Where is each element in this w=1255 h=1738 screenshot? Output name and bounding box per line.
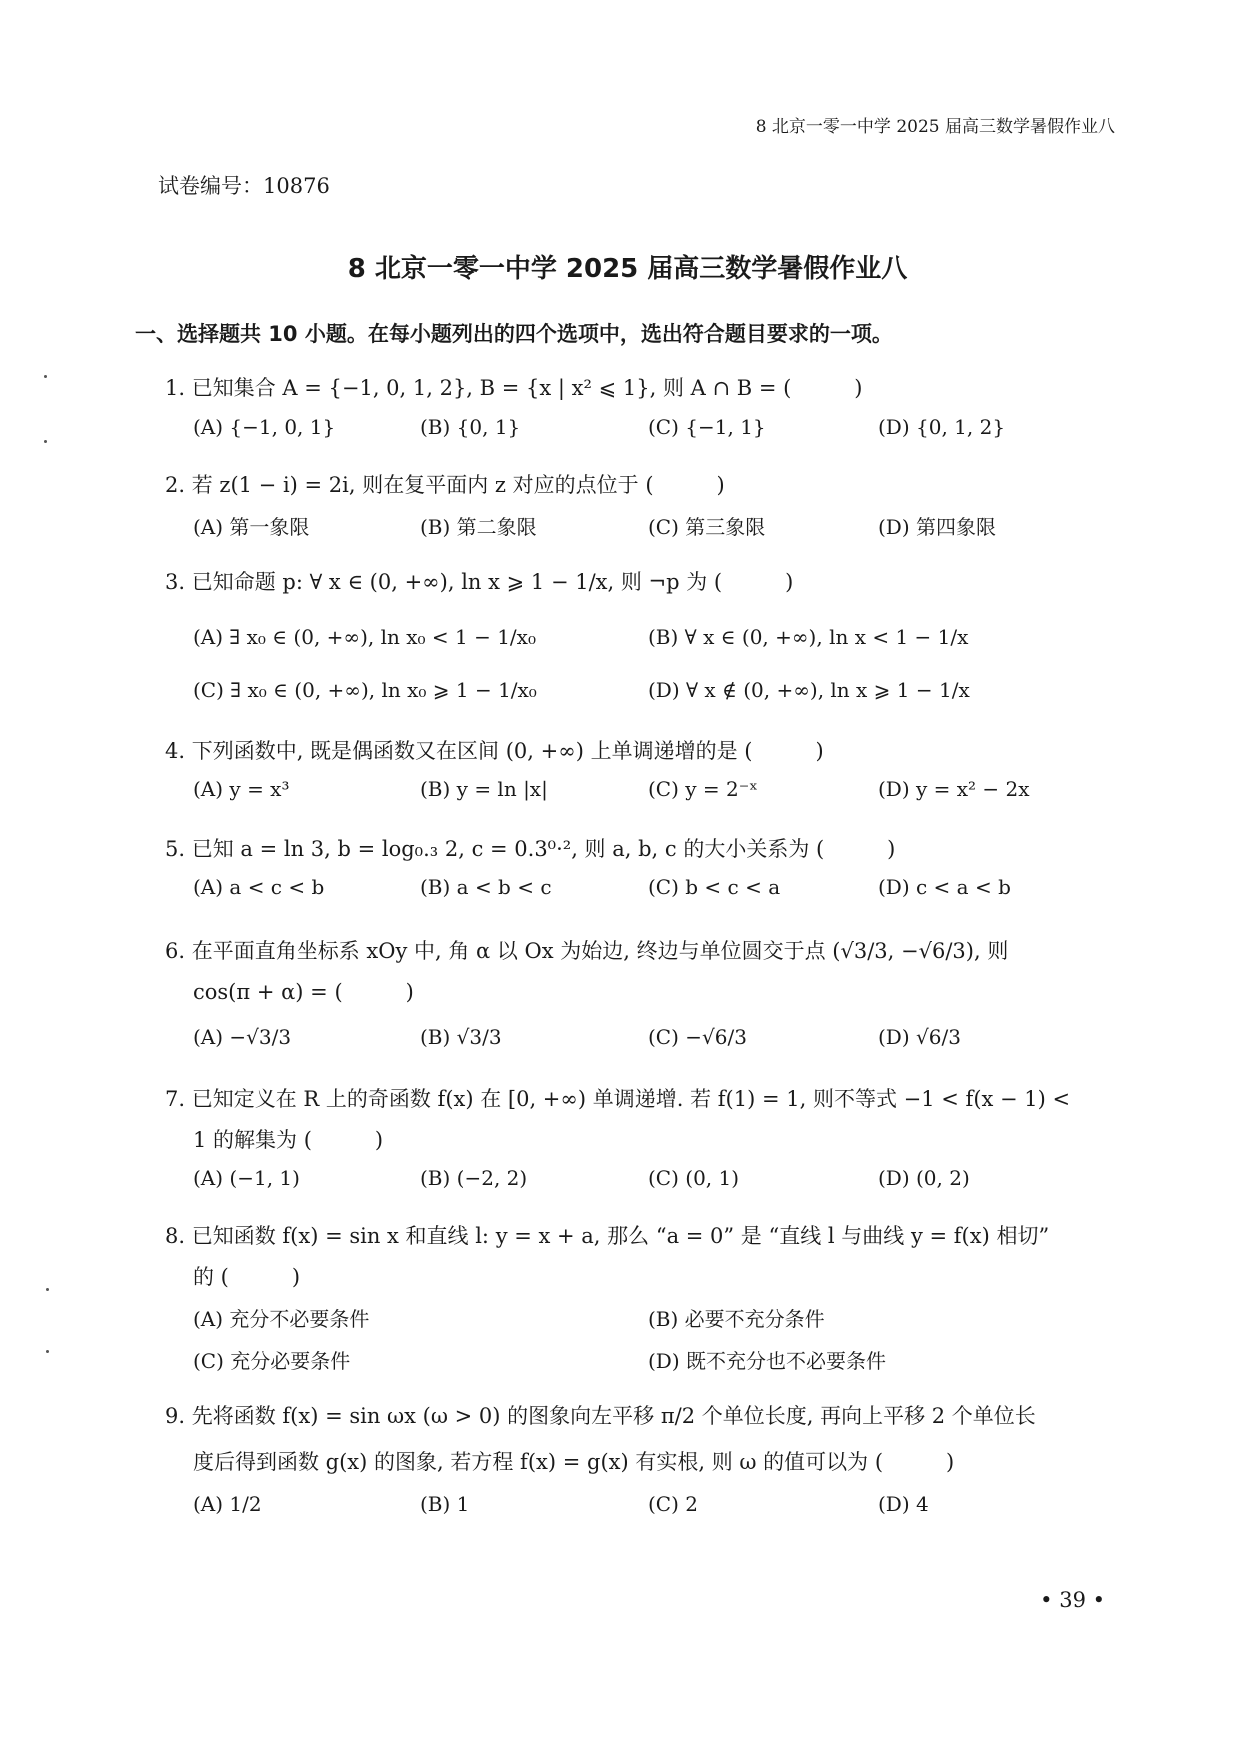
question-7-stem-continued: 1 的解集为 ( ) xyxy=(193,1128,384,1152)
question-6-option-c: (C) −√6/3 xyxy=(648,1025,747,1049)
question-9-option-a: (A) 1/2 xyxy=(193,1492,262,1516)
question-6-option-b: (B) √3/3 xyxy=(420,1025,502,1049)
question-3-stem: 3. 已知命题 p: ∀ x ∈ (0, +∞), ln x ⩾ 1 − 1/x, 则 ¬p 为 ( ) xyxy=(165,570,794,594)
question-4-option-b: (B) y = ln |x| xyxy=(420,777,548,801)
question-3-option-c: (C) ∃ x₀ ∈ (0, +∞), ln x₀ ⩾ 1 − 1/x₀ xyxy=(193,678,537,702)
question-9-stem-continued: 度后得到函数 g(x) 的图象, 若方程 f(x) = g(x) 有实根, 则 ω 的值可以为 ( ) xyxy=(193,1450,955,1474)
question-6-option-d: (D) √6/3 xyxy=(878,1025,961,1049)
question-1-option-c: (C) {−1, 1} xyxy=(648,415,766,439)
question-1-stem: 1. 已知集合 A = {−1, 0, 1, 2}, B = {x | x² ⩽ 1}, 则 A ∩ B = ( ) xyxy=(165,376,863,400)
question-2-option-c: (C) 第三象限 xyxy=(648,515,766,539)
question-5-option-d: (D) c < a < b xyxy=(878,875,1011,899)
question-9-option-b: (B) 1 xyxy=(420,1492,470,1516)
page-title: 8 北京一零一中学 2025 届高三数学暑假作业八 xyxy=(347,254,908,284)
question-2-option-d: (D) 第四象限 xyxy=(878,515,996,539)
question-9-option-d: (D) 4 xyxy=(878,1492,929,1516)
question-8-stem-continued: 的 ( ) xyxy=(193,1265,301,1289)
scan-speck xyxy=(44,440,47,443)
question-9-stem: 9. 先将函数 f(x) = sin ωx (ω > 0) 的图象向左平移 π/2 个单位长度, 再向上平移 2 个单位长 xyxy=(165,1404,1036,1428)
question-7-option-d: (D) (0, 2) xyxy=(878,1166,970,1190)
scan-speck xyxy=(44,375,47,378)
question-5-stem: 5. 已知 a = ln 3, b = log₀.₃ 2, c = 0.3⁰·², 则 a, b, c 的大小关系为 ( ) xyxy=(165,837,896,861)
question-2-option-b: (B) 第二象限 xyxy=(420,515,537,539)
question-5-option-a: (A) a < c < b xyxy=(193,875,325,899)
question-2-stem: 2. 若 z(1 − i) = 2i, 则在复平面内 z 对应的点位于 ( ) xyxy=(165,473,725,497)
question-7-option-c: (C) (0, 1) xyxy=(648,1166,740,1190)
question-6-stem: 6. 在平面直角坐标系 xOy 中, 角 α 以 Ox 为始边, 终边与单位圆交于点 (√3/3, −√6/3), 则 xyxy=(165,939,1009,963)
question-6-stem-continued: cos(π + α) = ( ) xyxy=(193,980,414,1004)
question-5-option-b: (B) a < b < c xyxy=(420,875,552,899)
question-1-option-a: (A) {−1, 0, 1} xyxy=(193,415,336,439)
question-8-option-d: (D) 既不充分也不必要条件 xyxy=(648,1349,886,1373)
question-8-stem: 8. 已知函数 f(x) = sin x 和直线 l: y = x + a, 那么 “a = 0” 是 “直线 l 与曲线 y = f(x) 相切” xyxy=(165,1224,1050,1248)
question-7-stem: 7. 已知定义在 R 上的奇函数 f(x) 在 [0, +∞) 单调递增. 若 f(1) = 1, 则不等式 −1 < f(x − 1) < xyxy=(165,1087,1071,1111)
question-7-option-a: (A) (−1, 1) xyxy=(193,1166,300,1190)
running-header: 8 北京一零一中学 2025 届高三数学暑假作业八 xyxy=(755,117,1115,137)
question-9-option-c: (C) 2 xyxy=(648,1492,698,1516)
question-2-option-a: (A) 第一象限 xyxy=(193,515,310,539)
question-1-option-b: (B) {0, 1} xyxy=(420,415,521,439)
question-3-option-b: (B) ∀ x ∈ (0, +∞), ln x < 1 − 1/x xyxy=(648,625,969,649)
scan-speck xyxy=(46,1350,49,1353)
question-4-option-c: (C) y = 2⁻ˣ xyxy=(648,777,758,801)
question-8-option-b: (B) 必要不充分条件 xyxy=(648,1307,825,1331)
question-7-option-b: (B) (−2, 2) xyxy=(420,1166,528,1190)
question-1-option-d: (D) {0, 1, 2} xyxy=(878,415,1006,439)
question-6-option-a: (A) −√3/3 xyxy=(193,1025,292,1049)
page-number: • 39 • xyxy=(1040,1588,1105,1612)
question-4-option-d: (D) y = x² − 2x xyxy=(878,777,1030,801)
question-4-stem: 4. 下列函数中, 既是偶函数又在区间 (0, +∞) 上单调递增的是 ( ) xyxy=(165,739,824,763)
scan-speck xyxy=(46,1288,49,1291)
section-heading: 一、选择题共 10 小题。在每小题列出的四个选项中，选出符合题目要求的一项。 xyxy=(135,322,893,346)
question-4-option-a: (A) y = x³ xyxy=(193,777,290,801)
question-8-option-c: (C) 充分必要条件 xyxy=(193,1349,351,1373)
question-5-option-c: (C) b < c < a xyxy=(648,875,781,899)
question-8-option-a: (A) 充分不必要条件 xyxy=(193,1307,370,1331)
paper-id: 试卷编号：10876 xyxy=(158,174,330,198)
question-3-option-a: (A) ∃ x₀ ∈ (0, +∞), ln x₀ < 1 − 1/x₀ xyxy=(193,625,536,649)
question-3-option-d: (D) ∀ x ∉ (0, +∞), ln x ⩾ 1 − 1/x xyxy=(648,678,970,702)
